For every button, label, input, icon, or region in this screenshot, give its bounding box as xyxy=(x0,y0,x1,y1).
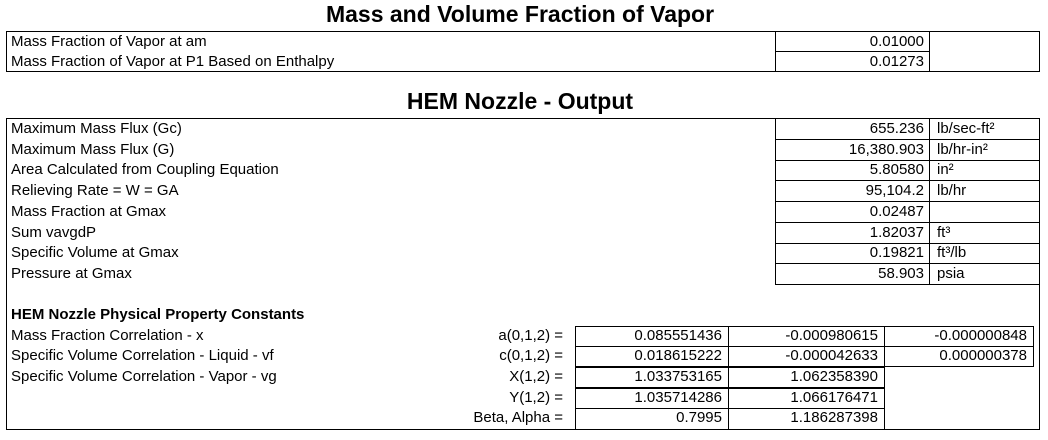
x1-value: 1.033753165 xyxy=(575,367,729,388)
mass-fraction-am-value: 0.01000 xyxy=(869,33,924,50)
pressure-gmax-label: Pressure at Gmax xyxy=(11,265,132,282)
relieving-rate-unit: lb/hr xyxy=(937,182,967,199)
c-coeff-key: c(0,1,2) = xyxy=(499,347,563,364)
c0-value: 0.018615222 xyxy=(575,346,729,367)
a1-value: -0.000980615 xyxy=(728,326,885,347)
beta-value: 0.7995 xyxy=(575,408,729,430)
relieving-rate-value: 95,104.2 xyxy=(865,182,924,199)
pressure-gmax-value: 58.903 xyxy=(878,265,924,282)
area-label: Area Calculated from Coupling Equation xyxy=(11,161,279,178)
mass-fraction-gmax-label: Mass Fraction at Gmax xyxy=(11,203,167,220)
relieving-rate-label: Relieving Rate = W = GA xyxy=(11,182,179,199)
vapor-volume-correlation-label: Specific Volume Correlation - Vapor - vg xyxy=(11,368,277,385)
mass-fraction-p1-value: 0.01273 xyxy=(869,53,924,70)
gc-label: Maximum Mass Flux (Gc) xyxy=(11,120,182,137)
liquid-volume-correlation-label: Specific Volume Correlation - Liquid - vf xyxy=(11,347,274,364)
constants-title: HEM Nozzle Physical Property Constants xyxy=(11,306,305,323)
mass-fraction-correlation-label: Mass Fraction Correlation - x xyxy=(11,327,204,344)
specific-volume-gmax-unit: ft³/lb xyxy=(937,244,967,261)
g-value: 16,380.903 xyxy=(848,141,924,158)
section2-title: HEM Nozzle - Output xyxy=(406,88,634,114)
mass-fraction-am-label: Mass Fraction of Vapor at am xyxy=(11,33,207,50)
alpha-value: 1.186287398 xyxy=(728,408,885,430)
gc-unit: lb/sec-ft² xyxy=(937,120,995,137)
g-label: Maximum Mass Flux (G) xyxy=(11,141,175,158)
a0-value: 0.085551436 xyxy=(575,326,729,347)
a2-value: -0.000000848 xyxy=(884,326,1034,347)
gc-value: 655.236 xyxy=(869,120,924,137)
c2-value: 0.000000378 xyxy=(884,346,1034,367)
y2-value: 1.066176471 xyxy=(728,388,885,409)
y1-value: 1.035714286 xyxy=(575,388,729,409)
area-unit: in² xyxy=(937,161,954,178)
a-coeff-key: a(0,1,2) = xyxy=(498,327,563,344)
g-unit: lb/hr-in² xyxy=(937,141,988,158)
area-value: 5.80580 xyxy=(869,161,924,178)
x-coeff-key: X(1,2) = xyxy=(509,368,563,385)
c1-value: -0.000042633 xyxy=(728,346,885,367)
specific-volume-gmax-label: Specific Volume at Gmax xyxy=(11,244,179,261)
pressure-gmax-unit: psia xyxy=(937,265,965,282)
mass-fraction-p1-label: Mass Fraction of Vapor at P1 Based on Enthalpy xyxy=(11,53,335,70)
mass-fraction-gmax-value: 0.02487 xyxy=(869,203,924,220)
sum-vavgdp-unit: ft³ xyxy=(937,224,951,241)
sum-vavgdp-value: 1.82037 xyxy=(869,224,924,241)
sum-vavgdp-label: Sum vavgdP xyxy=(11,224,97,241)
x2-value: 1.062358390 xyxy=(728,367,885,388)
section1-title: Mass and Volume Fraction of Vapor xyxy=(325,1,715,27)
y-coeff-key: Y(1,2) = xyxy=(509,389,563,406)
specific-volume-gmax-value: 0.19821 xyxy=(869,244,924,261)
beta-alpha-key: Beta, Alpha = xyxy=(473,409,563,426)
